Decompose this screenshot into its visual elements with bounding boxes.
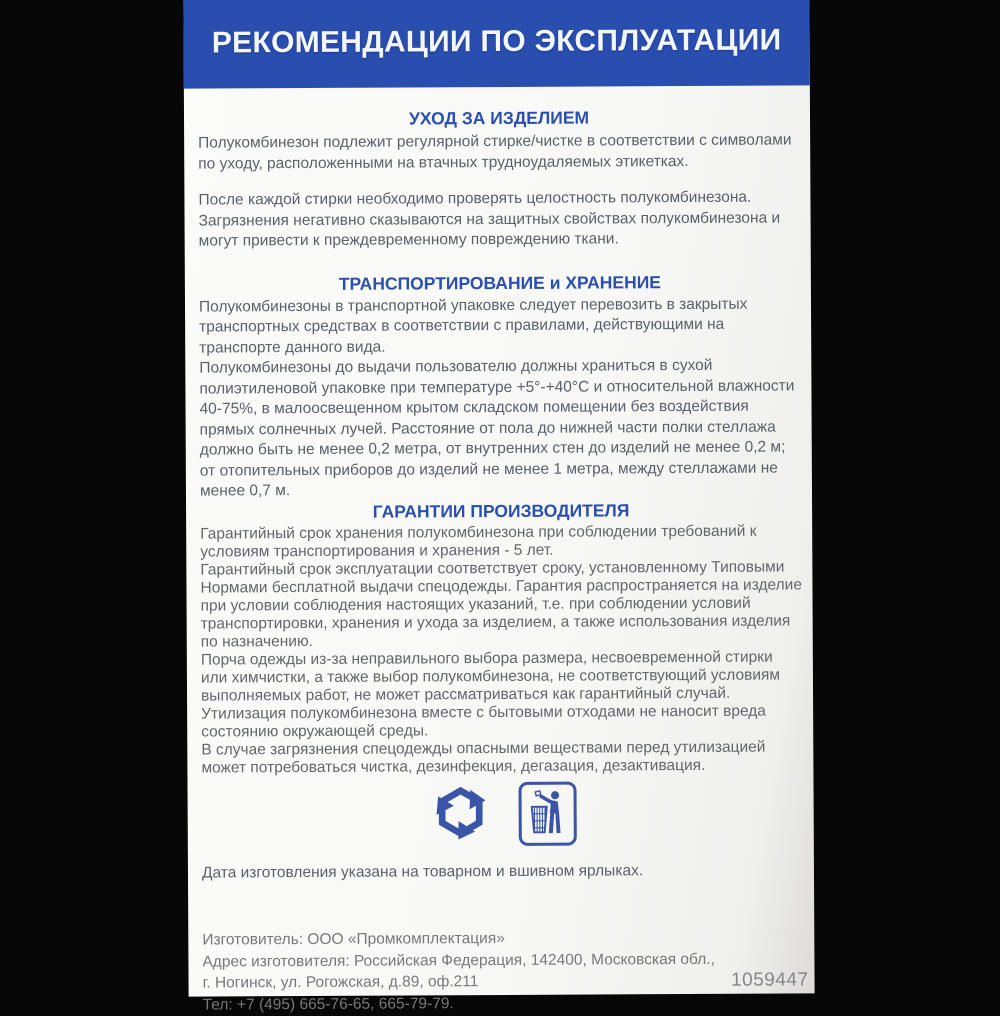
section-heading-transport: ТРАНСПОРТИРОВАНИЕ и ХРАНЕНИЕ (199, 271, 801, 294)
manufacturer-address-1: Адрес изготовителя: Российская Федерация, 142400, Московская обл., (202, 948, 804, 973)
transport-paragraph-2: Полукомбинезоны до выдачи пользователю должны храниться в сухой полиэтиленовой упаковке при температуре +5°-+40°С и относительной влажности 40-75%, в малоосвещенном крытом складском помещении без воздействия прямых солнечных лучей. Расстояние от пола до нижней части полки стеллажа должно быть не менее 0,2 метра, от внутренних стен до изделий не менее 0,2 м; от отопительных приборов до изделий не менее 1 метра, между стеллажами не менее 0,7 м. (199, 355, 802, 502)
care-paragraph-1: Полукомбинезон подлежит регулярной стирке/чистке в соответствии с символами по уходу, расположенными на втачных трудноудаляемых этикетках. (198, 130, 800, 174)
title-band (183, 0, 809, 89)
instruction-label (183, 0, 814, 997)
warranty-paragraph-3: Порча одежды из-за неправильного выбора размера, несвоевременной стирки или химчистки, а также выбор полукомбинезона, не соответствующий условиям выполняемых работ, не может рассматриваться как гарантийный случай. (201, 648, 803, 705)
care-paragraph-2: После каждой стирки необходимо проверять целостность полукомбинезона. Загрязнения негативно сказываются на защитных свойствах полукомбинезона и могут привести к преждевременному повреждению ткани. (198, 187, 800, 252)
transport-paragraph-1: Полукомбинезоны в транспортной упаковке следует перевозить в закрытых транспортных средствах в соответствии с правилами, действующими на транспорте данного вида. (199, 294, 801, 359)
serial-number: 1059447 (731, 969, 809, 991)
warranty-paragraph-4: Утилизация полукомбинезона вместе с бытовыми отходами не наносит вреда состоянию окружающей среды. (201, 702, 803, 741)
section-heading-care: УХОД ЗА ИЗДЕЛИЕМ (198, 106, 800, 129)
tidyman-icon (518, 781, 576, 845)
document-title: РЕКОМЕНДАЦИИ ПО ЭКСПЛУАТАЦИИ (212, 24, 782, 61)
section-heading-warranty: ГАРАНТИИ ПРОИЗВОДИТЕЛЯ (200, 499, 802, 522)
date-note: Дата изготовления указана на товарном и вшивном ярлыках. (202, 860, 804, 884)
manufacturer-address-2: г. Ногинск, ул. Рогожская, д.89, оф.211 (202, 969, 804, 994)
label-content (184, 106, 815, 1015)
warranty-paragraph-2: Гарантийный срок эксплуатации соответствует сроку, установленному Типовыми Нормами бесплатной выдачи спецодежды. Гарантия распространяется на изделие при условии соблюдения настоящих указаний, т.е. при соблюдении условий транспортировки, хранения и ухода за изделием, а также использования изделия по назначению. (200, 558, 802, 651)
disposal-icons-row (201, 776, 803, 851)
manufacturer-phone: Тел: +7 (495) 665-76-65, 665-79-79. (203, 991, 805, 1016)
manufacturer-name: Изготовитель: ООО «Промкомплектация» (202, 926, 804, 951)
warranty-paragraph-5: В случае загрязнения спецодежды опасными веществами перед утилизацией может потребоваться чистка, дезинфекция, дегазация, дезактивация. (201, 738, 803, 777)
warranty-paragraph-1: Гарантийный срок хранения полукомбинезона при соблюдении требований к условиям транспортирования и хранения - 5 лет. (200, 522, 802, 561)
warranty-section (200, 499, 803, 777)
recycling-icon (428, 777, 492, 850)
manufacturer-block (202, 926, 804, 1015)
